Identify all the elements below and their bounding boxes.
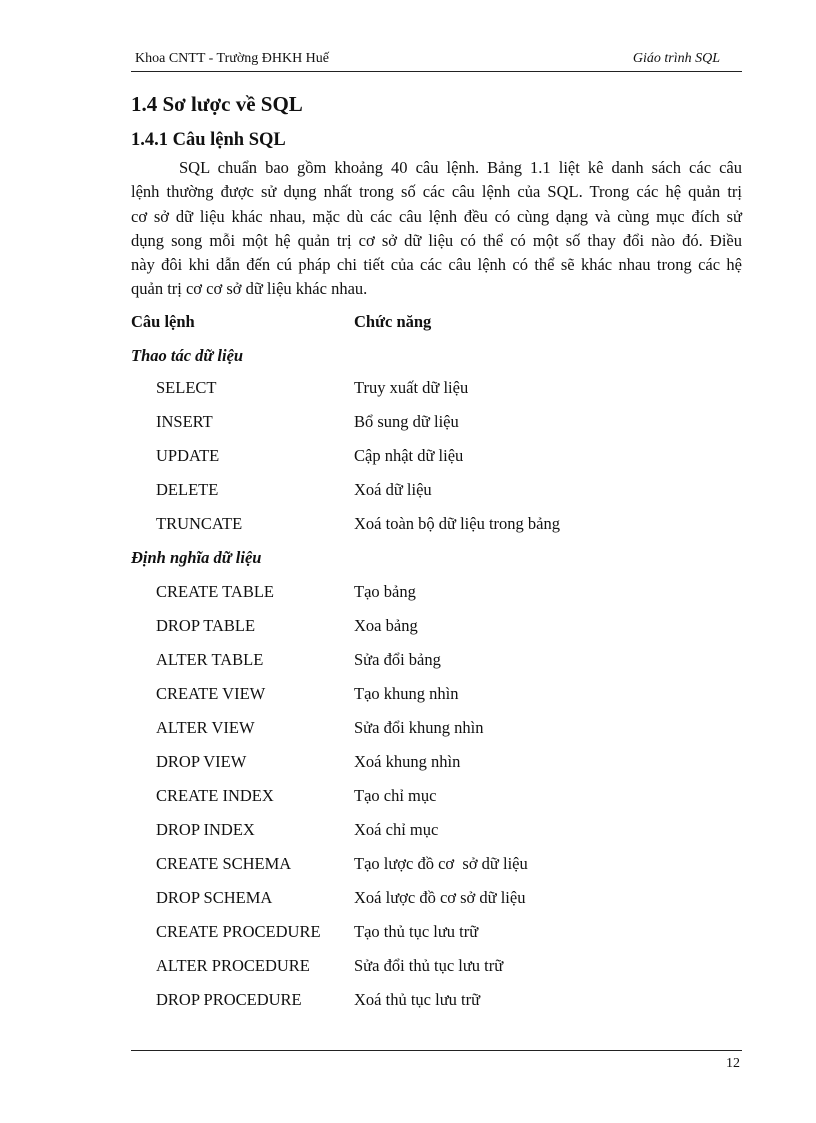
command-cell: DELETE	[156, 480, 219, 499]
paragraph-line: dụng song mỗi một hệ quản trị cơ sở dữ liệu có thể có một số thay đổi nào đó. Điều	[131, 230, 742, 250]
column-header-command: Câu lệnh	[131, 312, 195, 331]
command-cell: DROP TABLE	[156, 616, 256, 635]
command-cell: INSERT	[156, 412, 213, 431]
function-cell: Tạo thủ tục lưu trữ	[354, 922, 479, 941]
paragraph-line: SQL chuẩn bao gồm khoảng 40 câu lệnh. Bảng 1.1 liệt kê danh sách các câu	[179, 158, 742, 177]
function-cell: Xoá toàn bộ dữ liệu trong bảng	[354, 514, 560, 533]
command-cell: TRUNCATE	[156, 514, 243, 533]
command-cell: ALTER PROCEDURE	[156, 956, 310, 975]
subsection-title: 1.4.1 Câu lệnh SQL	[131, 130, 286, 150]
function-cell: Xoá khung nhìn	[354, 752, 461, 771]
function-cell: Sửa đổi bảng	[354, 650, 441, 669]
paragraph-line: quản trị cơ cơ sở dữ liệu khác nhau.	[131, 279, 368, 299]
function-cell: Xoa bảng	[354, 616, 418, 635]
function-cell: Bổ sung dữ liệu	[354, 412, 459, 431]
command-cell: CREATE PROCEDURE	[156, 922, 321, 941]
function-cell: Sửa đổi khung nhìn	[354, 718, 484, 737]
header-book-title: Giáo trình SQL	[632, 51, 720, 66]
function-cell: Xoá lược đồ cơ sở dữ liệu	[354, 888, 526, 907]
paragraph-line: cơ sở dữ liệu khác nhau, mặc dù các câu lệnh đều có cùng dạng và cùng mục đích sử	[131, 206, 742, 226]
function-cell: Tạo lược đồ cơ sở dữ liệu	[354, 854, 528, 873]
command-cell: SELECT	[156, 378, 217, 397]
command-cell: CREATE INDEX	[156, 786, 274, 805]
command-cell: UPDATE	[156, 446, 220, 465]
page-header	[131, 49, 742, 72]
function-cell: Truy xuất dữ liệu	[354, 378, 469, 397]
paragraph-line: này đôi khi dẫn đến cú pháp chi tiết của các câu lệnh có thể sẽ khác nhau trong các hệ	[131, 255, 742, 275]
group-title-data-definition: Định nghĩa dữ liệu	[131, 548, 262, 567]
function-cell: Tạo bảng	[354, 582, 416, 601]
section-title: 1.4 Sơ lược về SQL	[131, 92, 303, 116]
command-cell: DROP INDEX	[156, 820, 255, 839]
function-cell: Tạo chỉ mục	[354, 786, 437, 805]
command-cell: DROP VIEW	[156, 752, 247, 771]
command-cell: ALTER TABLE	[156, 650, 264, 669]
command-cell: CREATE SCHEMA	[156, 854, 292, 873]
group-title-data-manipulation: Thao tác dữ liệu	[131, 346, 244, 365]
footer-divider	[131, 1050, 742, 1051]
command-cell: ALTER VIEW	[156, 718, 255, 737]
command-cell: DROP PROCEDURE	[156, 990, 302, 1009]
function-cell: Tạo khung nhìn	[354, 684, 459, 703]
column-header-function: Chức năng	[354, 312, 432, 331]
intro-paragraph	[131, 156, 742, 302]
page-number: 12	[726, 1056, 740, 1071]
command-cell: CREATE TABLE	[156, 582, 274, 601]
function-cell: Xoá chỉ mục	[354, 820, 439, 839]
command-cell: DROP SCHEMA	[156, 888, 273, 907]
function-cell: Xoá thủ tục lưu trữ	[354, 990, 481, 1009]
command-cell: CREATE VIEW	[156, 684, 266, 703]
paragraph-line: lệnh thường được sử dụng nhất trong số các câu lệnh của SQL. Trong các hệ quản trị	[131, 182, 742, 202]
function-cell: Xoá dữ liệu	[354, 480, 432, 499]
function-cell: Cập nhật dữ liệu	[354, 446, 464, 465]
header-institution: Khoa CNTT - Trường ĐHKH Huế	[135, 51, 330, 66]
function-cell: Sửa đổi thủ tục lưu trữ	[354, 956, 504, 975]
